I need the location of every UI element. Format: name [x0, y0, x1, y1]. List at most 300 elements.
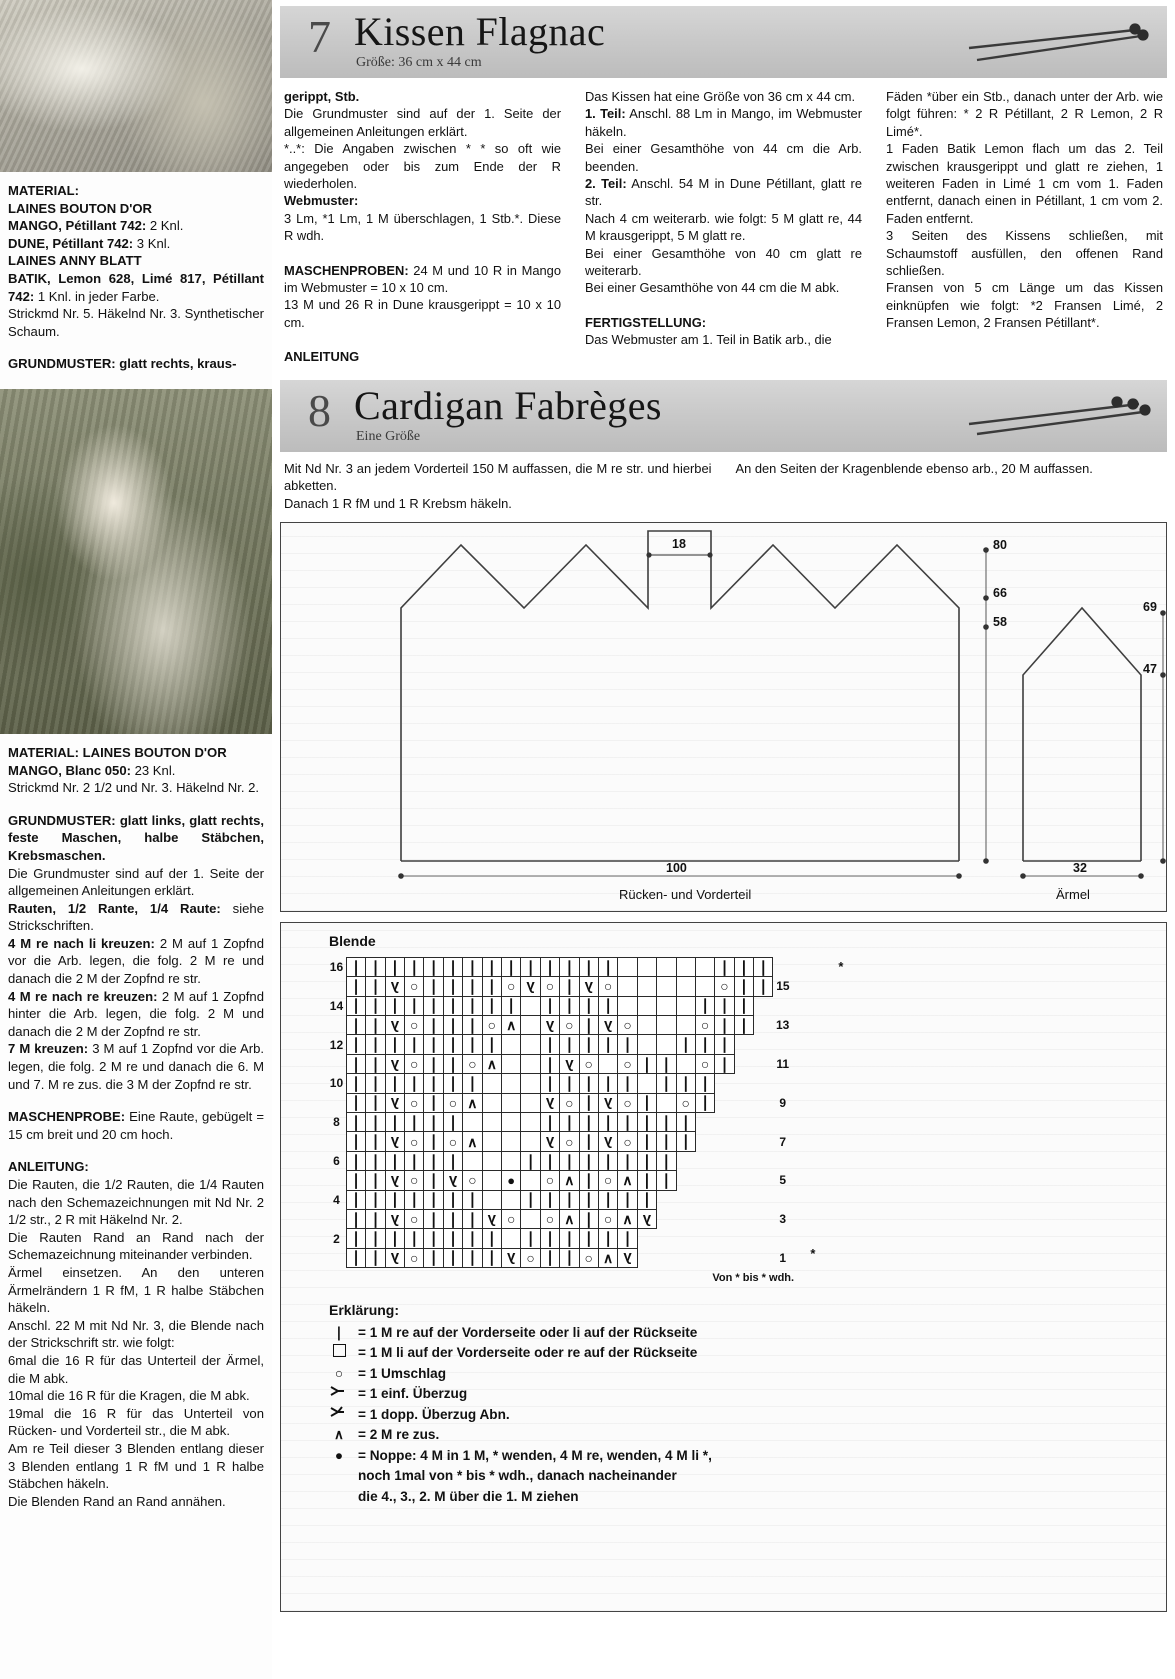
legend-row	[329, 1323, 712, 1344]
chart-outside-cell	[715, 1209, 734, 1228]
chart-star-bottom: *	[810, 1246, 816, 1262]
knit-stitch-icon	[582, 1077, 595, 1091]
knit-stitch-icon	[405, 1229, 424, 1248]
yarn-over-icon	[410, 980, 418, 994]
knit-stitch-icon	[427, 961, 440, 975]
yarn-over-icon	[405, 977, 424, 996]
knit-stitch-icon	[637, 1054, 656, 1073]
knit-stitch-icon	[676, 1132, 695, 1151]
knit-stitch-icon	[427, 1232, 440, 1246]
knit-stitch-icon	[408, 1193, 421, 1207]
knit-stitch-icon	[369, 1058, 382, 1072]
single-decrease-icon	[385, 1132, 404, 1151]
knit-stitch-icon	[482, 977, 501, 996]
yarn-over-icon	[618, 1132, 637, 1151]
knit-stitch-icon	[505, 961, 518, 975]
empty-stitch-cell	[521, 1171, 540, 1190]
single-decrease-icon	[565, 1058, 573, 1072]
knit-stitch-icon	[369, 1213, 382, 1227]
knit-stitch-icon	[405, 1190, 424, 1209]
empty-stitch-cell	[676, 957, 695, 976]
knit-stitch-icon	[424, 1171, 443, 1190]
knit-stitch-icon	[366, 1054, 385, 1073]
bobble-icon	[507, 1174, 515, 1188]
knit-stitch-icon	[563, 1077, 576, 1091]
dim-label-47: 47	[1143, 661, 1157, 676]
text-line: Die Grundmuster sind auf der 1. Seite der allgemeinen Anleitungen erklärt.	[284, 106, 561, 139]
knit-stitch-icon	[582, 999, 595, 1013]
empty-stitch-cell	[502, 1035, 521, 1054]
single-decrease-icon	[391, 1213, 399, 1227]
knit-stitch-icon	[366, 1035, 385, 1054]
chart-row	[327, 996, 792, 1015]
knit-stitch-icon	[679, 1077, 692, 1091]
knit-stitch-icon	[463, 1016, 482, 1035]
knit-stitch-icon	[366, 977, 385, 996]
knit-stitch-icon	[540, 1054, 559, 1073]
knit-stitch-icon	[676, 1113, 695, 1132]
knit-stitch-icon	[715, 957, 734, 976]
knit-stitch-icon	[463, 1074, 482, 1093]
single-decrease-icon	[385, 1171, 404, 1190]
yarn-over-icon	[676, 1093, 695, 1112]
knit-stitch-icon	[563, 1155, 576, 1169]
chart-outside-cell	[695, 1209, 714, 1228]
knit-stitch-icon	[369, 1096, 382, 1110]
chart-outside-cell	[715, 1093, 734, 1112]
purl-stitch-icon	[329, 1343, 349, 1364]
knit-stitch-icon	[718, 1038, 731, 1052]
knit-stitch-icon	[579, 1016, 598, 1035]
text-line: Das Kissen hat eine Größe von 36 cm x 44 cm.	[585, 89, 856, 104]
knit-stitch-icon	[598, 1190, 617, 1209]
chart-row	[327, 977, 792, 996]
yarn-over-icon	[410, 1213, 418, 1227]
knit-stitch-icon	[346, 1074, 365, 1093]
empty-stitch-cell	[676, 1016, 695, 1035]
yarn-over-icon	[405, 1171, 424, 1190]
chart-outside-cell	[734, 1151, 753, 1170]
fertigstellung-heading: FERTIGSTELLUNG:	[585, 314, 707, 330]
knit-stitch-icon	[695, 1093, 714, 1112]
knit-stitch-icon	[637, 1171, 656, 1190]
yarn-over-icon	[449, 1097, 457, 1111]
chart-outside-cell	[695, 1151, 714, 1170]
knit-stitch-icon	[405, 1151, 424, 1170]
knit-stitch-icon	[447, 1038, 460, 1052]
chart-outside-cell	[676, 1248, 695, 1267]
knit-stitch-icon	[405, 996, 424, 1015]
knit-stitch-icon	[579, 1035, 598, 1054]
legend-text: = 1 M li auf der Vorderseite oder re auf der Rückseite	[358, 1345, 698, 1361]
knit-stitch-icon	[544, 1116, 557, 1130]
knit-stitch-icon	[366, 957, 385, 976]
knit-stitch-icon	[369, 1019, 382, 1033]
knit-stitch-icon	[408, 1116, 421, 1130]
empty-stitch-cell	[482, 1074, 501, 1093]
knit-stitch-icon	[424, 1074, 443, 1093]
single-decrease-icon	[482, 1209, 501, 1228]
knit-stitch-icon	[582, 1038, 595, 1052]
knit-stitch-icon	[424, 996, 443, 1015]
knit-stitch-icon	[540, 1113, 559, 1132]
knit-stitch-icon	[346, 977, 365, 996]
chart-row-number-left	[327, 1171, 346, 1190]
knit-stitch-icon	[502, 957, 521, 976]
single-decrease-icon	[488, 1213, 496, 1227]
knit-stitch-icon	[389, 961, 402, 975]
empty-stitch-cell	[502, 1093, 521, 1112]
knit-stitch-icon	[389, 1193, 402, 1207]
text-line: Webmuster:	[284, 193, 359, 209]
chart-row-number-right: 3	[779, 1212, 787, 1227]
knit-stitch-icon	[389, 1155, 402, 1169]
knit-stitch-icon	[369, 1232, 382, 1246]
column-1	[284, 88, 561, 366]
body-line: 4 M re nach re kreuzen: 2 M auf 1 Zopfnd hinter die Arb. legen, die folg. 2 M und danach die 2 M der Zopfnd re str.	[8, 988, 264, 1039]
single-decrease-icon	[385, 1093, 404, 1112]
knit-stitch-icon	[502, 996, 521, 1015]
knit-stitch-icon	[346, 1229, 365, 1248]
empty-stitch-cell	[676, 977, 695, 996]
chart-outside-cell	[754, 1248, 773, 1267]
yarn-over-icon	[410, 1019, 418, 1033]
knit-stitch-icon	[447, 1193, 460, 1207]
knit-stitch-icon	[544, 1251, 557, 1265]
knit-stitch-icon	[486, 1038, 499, 1052]
knit-stitch-icon	[582, 1232, 595, 1246]
text-line: Mit Nd Nr. 3 an jedem Vorderteil 150 M auffassen, die M re str. und hierbei abketten.	[284, 460, 712, 494]
chart-row	[327, 1151, 792, 1170]
knit-stitch-icon	[660, 1116, 673, 1130]
knit-stitch-icon	[602, 999, 615, 1013]
knit-stitch-icon	[463, 996, 482, 1015]
k2tog-icon	[487, 1058, 497, 1072]
yarn-over-icon	[623, 1058, 631, 1072]
knit-stitch-icon	[505, 999, 518, 1013]
knit-stitch-icon	[637, 1093, 656, 1112]
knit-stitch-icon	[618, 1113, 637, 1132]
knit-stitch-icon	[579, 996, 598, 1015]
empty-stitch-cell	[482, 1132, 501, 1151]
chart-row-number-left: 2	[333, 1231, 340, 1246]
knit-stitch-icon	[346, 1093, 365, 1112]
grundmuster-heading: GRUNDMUSTER: glatt rechts, kraus-	[8, 356, 237, 372]
knit-stitch-icon	[579, 1229, 598, 1248]
chart-outside-cell	[676, 1151, 695, 1170]
dim-label-58: 58	[993, 614, 1007, 629]
single-decrease-icon	[604, 1019, 612, 1033]
chart-row-number-left	[327, 1248, 346, 1267]
single-decrease-icon	[618, 1248, 637, 1267]
knit-stitch-icon	[715, 1016, 734, 1035]
material-line: LAINES ANNY BLATT	[8, 253, 142, 269]
knit-stitch-icon	[427, 1193, 440, 1207]
text-line: 2. Teil: Anschl. 54 M in Dune Pétillant, glatt re str.	[585, 176, 862, 209]
yarn-over-icon	[565, 1019, 573, 1033]
stitch-chart-box	[280, 922, 1167, 1612]
knit-stitch-icon	[544, 1038, 557, 1052]
yarn-over-icon	[410, 1252, 418, 1266]
empty-stitch-cell	[502, 1074, 521, 1093]
knit-stitch-icon	[560, 1074, 579, 1093]
single-decrease-icon	[502, 1248, 521, 1267]
single-decrease-icon	[385, 977, 404, 996]
knit-stitch-icon	[560, 1190, 579, 1209]
knit-stitch-icon	[486, 961, 499, 975]
knit-stitch-icon	[427, 1038, 440, 1052]
k2tog-icon	[467, 1136, 477, 1150]
knit-stitch-icon	[350, 980, 363, 994]
yarn-over-icon	[598, 977, 617, 996]
chart-outside-cell	[754, 1171, 773, 1190]
legend-text: = Noppe: 4 M in 1 M, * wenden, 4 M re, wenden, 4 M li *,	[358, 1447, 712, 1463]
knit-stitch-icon	[443, 1016, 462, 1035]
knit-stitch-icon	[563, 961, 576, 975]
knit-stitch-icon	[641, 1135, 654, 1149]
yarn-over-icon	[560, 1093, 579, 1112]
knit-stitch-icon	[660, 1174, 673, 1188]
empty-stitch-cell	[482, 1151, 501, 1170]
single-decrease-icon	[449, 1174, 457, 1188]
body-line: 7 M kreuzen: 3 M auf 1 Zopfnd vor die Arb. legen, die folg. 2 M re und danach die 6. M und 7. M re zus. die 3 M der Zopfnd re str.	[8, 1041, 265, 1092]
knit-stitch-icon	[637, 1132, 656, 1151]
knit-stitch-icon	[427, 1155, 440, 1169]
empty-stitch-cell	[521, 1054, 540, 1073]
k2tog-icon	[502, 1016, 521, 1035]
chart-row-number-left: 12	[329, 1037, 344, 1052]
single-decrease-icon	[604, 1135, 612, 1149]
legend-row	[329, 1364, 712, 1385]
text-line: Bei einer Gesamthöhe von 44 cm die Arb. beenden.	[585, 141, 862, 174]
yarn-over-icon	[443, 1093, 462, 1112]
knit-stitch-icon	[657, 1132, 676, 1151]
chart-row-number-left	[327, 1093, 346, 1112]
knit-stitch-icon	[350, 1038, 363, 1052]
dim-label-66: 66	[993, 585, 1007, 600]
empty-stitch-cell	[502, 1190, 521, 1209]
chart-row-number-right: 1	[779, 1250, 787, 1265]
chart-outside-cell	[754, 996, 773, 1015]
knit-stitch-icon	[482, 1248, 501, 1267]
knit-stitch-icon	[424, 1093, 443, 1112]
knit-stitch-icon	[734, 996, 753, 1015]
single-decrease-icon	[391, 1174, 399, 1188]
pattern-7-material-block	[0, 172, 272, 373]
single-decrease-icon	[391, 1058, 399, 1072]
k2tog-icon	[564, 1174, 574, 1188]
knit-stitch-icon	[369, 1193, 382, 1207]
dim-label-80: 80	[993, 537, 1007, 552]
knit-stitch-icon	[560, 1229, 579, 1248]
knit-stitch-icon	[582, 1135, 595, 1149]
body-line: 19mal die 16 R für das Unterteil von Rücken- und Vorderteil str., die M abk.	[8, 1405, 264, 1439]
knit-stitch-icon	[424, 1248, 443, 1267]
yarn-over-icon	[405, 1016, 424, 1035]
chart-outside-cell	[715, 1171, 734, 1190]
chart-outside-cell	[657, 1190, 676, 1209]
knit-stitch-icon	[427, 1174, 440, 1188]
yarn-over-icon	[695, 1054, 714, 1073]
knit-stitch-icon	[579, 1074, 598, 1093]
yarn-over-icon	[405, 1093, 424, 1112]
knit-stitch-icon	[389, 1232, 402, 1246]
knit-stitch-icon	[346, 1190, 365, 1209]
empty-stitch-cell	[657, 996, 676, 1015]
single-decrease-icon	[391, 1135, 399, 1149]
yarn-over-icon	[482, 1016, 501, 1035]
knit-stitch-icon	[486, 1251, 499, 1265]
empty-stitch-cell	[637, 957, 656, 976]
chart-row-number-left	[327, 1209, 346, 1228]
knit-stitch-icon	[621, 1232, 634, 1246]
knit-stitch-icon	[544, 1232, 557, 1246]
anleitung-heading: ANLEITUNG	[284, 349, 360, 365]
knit-stitch-icon	[447, 1019, 460, 1033]
knit-stitch-icon	[346, 1171, 365, 1190]
chart-outside-cell	[734, 1093, 753, 1112]
pattern-size: Eine Größe	[356, 428, 421, 444]
knit-stitch-icon	[346, 1016, 365, 1035]
yarn-over-icon	[618, 1093, 637, 1112]
k2tog-icon	[603, 1252, 613, 1266]
knit-stitch-icon	[350, 1213, 363, 1227]
yarn-over-icon	[410, 1174, 418, 1188]
yarn-over-icon	[546, 1174, 554, 1188]
knit-stitch-icon	[443, 1248, 462, 1267]
empty-stitch-cell	[463, 1151, 482, 1170]
knit-stitch-icon	[369, 1077, 382, 1091]
knit-stitch-icon	[466, 1251, 479, 1265]
yarn-over-icon	[604, 980, 612, 994]
knit-stitch-icon	[695, 996, 714, 1015]
schematic-diagram	[280, 522, 1167, 912]
knit-stitch-icon	[563, 1116, 576, 1130]
k2tog-icon: ∧	[334, 1427, 344, 1443]
chart-outside-cell	[754, 1151, 773, 1170]
single-decrease-icon	[385, 1016, 404, 1035]
yarn-over-icon	[488, 1019, 496, 1033]
cardigan-photo	[0, 389, 272, 734]
yarn-over-icon	[565, 1097, 573, 1111]
knit-stitch-icon	[424, 957, 443, 976]
pattern-number: 8	[308, 384, 330, 436]
chart-outside-cell	[754, 1132, 773, 1151]
yarn-over-icon	[405, 1209, 424, 1228]
knit-stitch-icon	[350, 1193, 363, 1207]
empty-stitch-cell	[676, 1054, 695, 1073]
knit-stitch-icon	[350, 1019, 363, 1033]
yarn-over-icon	[585, 1252, 593, 1266]
dim-label-32: 32	[1073, 860, 1087, 875]
chart-row-number-right	[773, 1190, 792, 1209]
knit-stitch-icon	[369, 1155, 382, 1169]
chart-outside-cell	[754, 1113, 773, 1132]
knit-stitch-icon	[544, 1058, 557, 1072]
legend-title: Erklärung:	[329, 1302, 400, 1319]
knit-stitch-icon	[637, 1190, 656, 1209]
knit-stitch-icon	[447, 1058, 460, 1072]
knit-stitch-icon	[544, 999, 557, 1013]
text-line: 13 M und 26 R in Dune krausgerippt = 10 x 10 cm.	[284, 297, 561, 330]
knit-stitch-icon	[598, 1074, 617, 1093]
empty-stitch-cell	[502, 1113, 521, 1132]
chart-row-number-right	[773, 1035, 792, 1054]
text-line: *..*: Die Angaben zwischen * * so oft wie angegeben oder bis zum Ende der R wiederholen.	[284, 141, 561, 192]
single-decrease-icon	[391, 980, 399, 994]
empty-stitch-cell	[521, 1074, 540, 1093]
knit-stitch-icon	[582, 1019, 595, 1033]
knit-stitch-icon	[350, 1116, 363, 1130]
empty-stitch-cell	[482, 1113, 501, 1132]
bobble-icon	[502, 1171, 521, 1190]
knit-stitch-icon	[540, 1190, 559, 1209]
empty-stitch-cell	[463, 1113, 482, 1132]
knit-stitch-icon	[350, 999, 363, 1013]
chart-title: Blende	[329, 932, 376, 949]
knit-stitch-icon	[521, 1190, 540, 1209]
knit-stitch-icon	[540, 996, 559, 1015]
single-decrease-icon	[540, 1016, 559, 1035]
knit-stitch-icon	[385, 1113, 404, 1132]
single-decrease-icon	[526, 980, 534, 994]
knit-stitch-icon	[699, 1096, 712, 1110]
empty-stitch-cell	[637, 977, 656, 996]
knit-stitch-icon	[660, 1058, 673, 1072]
yarn-over-icon	[560, 1016, 579, 1035]
chart-outside-cell	[734, 1229, 753, 1248]
chart-row-number-right: 13	[776, 1018, 790, 1033]
knit-stitch-icon	[598, 1229, 617, 1248]
knit-stitch-icon	[657, 1054, 676, 1073]
chart-footnote: Von * bis * wdh.	[712, 1272, 795, 1285]
knit-stitch-icon	[598, 1035, 617, 1054]
knit-stitch-icon	[424, 1035, 443, 1054]
knit-stitch-icon	[443, 1035, 462, 1054]
empty-stitch-cell	[657, 957, 676, 976]
chart-outside-cell	[715, 1229, 734, 1248]
yarn-over-icon	[546, 1213, 554, 1227]
knit-stitch-icon	[582, 1116, 595, 1130]
single-decrease-icon	[598, 1132, 617, 1151]
single-decrease-icon	[585, 980, 593, 994]
empty-stitch-cell	[657, 1035, 676, 1054]
empty-stitch-cell	[637, 1016, 656, 1035]
text-line: Das Webmuster am 1. Teil in Batik arb., die	[585, 332, 832, 348]
knit-stitch-icon	[699, 1038, 712, 1052]
knit-stitch-icon	[389, 999, 402, 1013]
knit-stitch-icon	[540, 1248, 559, 1267]
knit-stitch-icon	[389, 1116, 402, 1130]
body-line: 4 M re nach li kreuzen: 2 M auf 1 Zopfnd vor die Arb. legen, die folg. 2 M re und danach die 2 M der Zopfnd re str.	[8, 935, 264, 987]
chart-outside-cell	[715, 1190, 734, 1209]
knit-stitch-icon	[405, 957, 424, 976]
material-heading: MATERIAL: LAINES BOUTON D'OR	[8, 744, 227, 760]
chart-outside-cell	[676, 1171, 695, 1190]
photo-image	[0, 389, 272, 734]
material-line: BATIK, Lemon 628, Limé 817, Pétillant 742: 1 Knl. in jeder Farbe.	[8, 270, 264, 304]
single-decrease-icon	[546, 1135, 554, 1149]
dim-label-18: 18	[672, 536, 686, 551]
knit-stitch-icon	[463, 1209, 482, 1228]
knit-stitch-icon	[482, 996, 501, 1015]
knit-stitch-icon	[521, 1229, 540, 1248]
yarn-over-icon	[507, 1213, 515, 1227]
knit-stitch-icon	[563, 1232, 576, 1246]
yarn-over-icon	[502, 977, 521, 996]
knit-stitch-icon	[486, 980, 499, 994]
knit-stitch-icon	[366, 1132, 385, 1151]
